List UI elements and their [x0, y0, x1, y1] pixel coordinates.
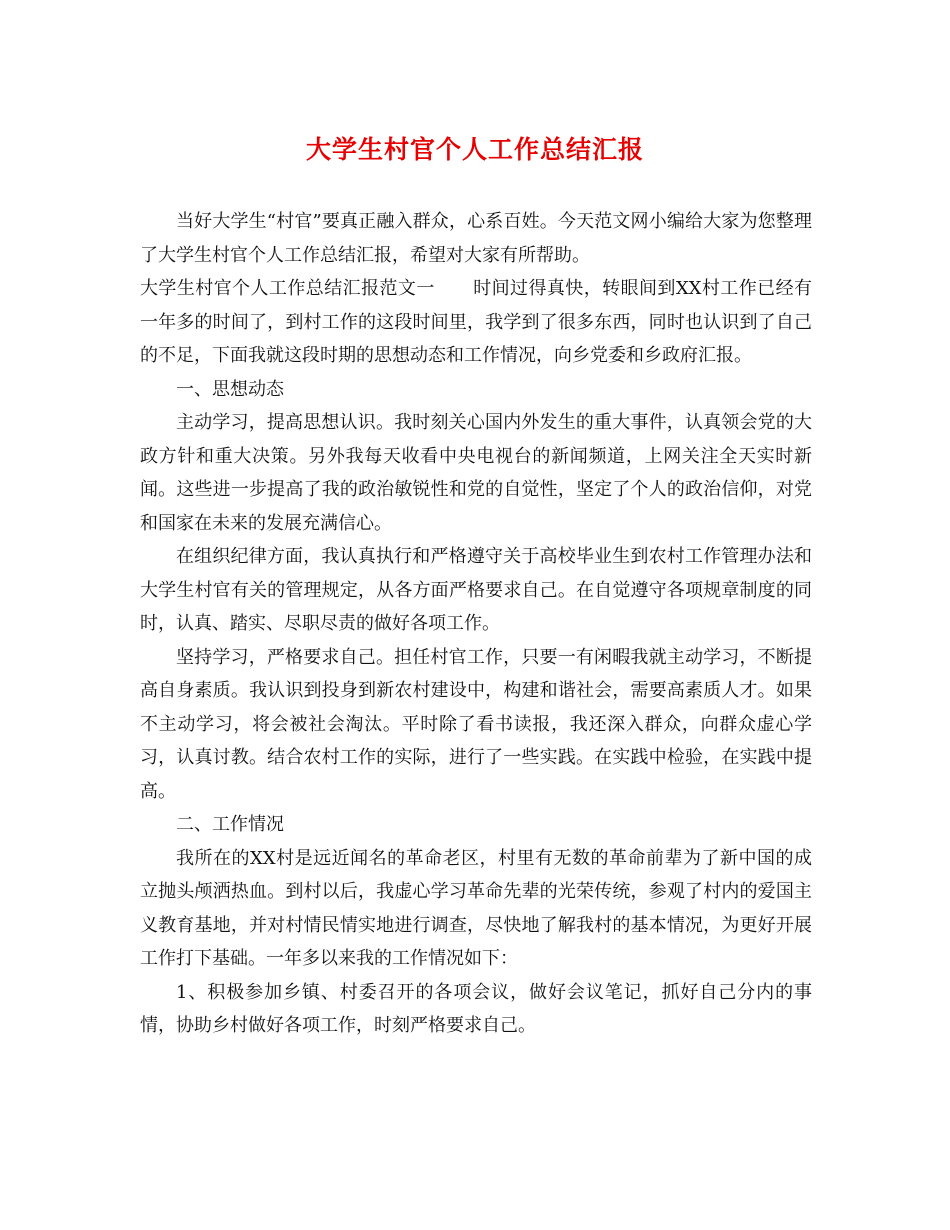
paragraph-discipline: 在组织纪律方面，我认真执行和严格遵守关于高校毕业生到农村工作管理办法和大学生村官有关的管理规定，从各方面严格要求自己。在自觉遵守各项规章制度的同时，认真、踏实、尽职尽责的做好各项工作。 — [140, 546, 812, 634]
document-title: 大学生村官个人工作总结汇报 — [305, 135, 644, 164]
sample-heading: 大学生村官个人工作总结汇报范文一 — [140, 278, 435, 299]
paragraph-item-1: 1、积极参加乡镇、村委召开的各项会议，做好会议笔记，抓好自己分内的事情，协助乡村做好各项工作，时刻严格要求自己。 — [140, 981, 812, 1036]
paragraph-village: 我所在的XX村是远近闻名的革命老区，村里有无数的革命前辈为了新中国的成立抛头颅洒热血。到村以后，我虚心学习革命先辈的光荣传统，参观了村内的爱国主义教育基地，并对村情民情实地进行调查，尽快地了解我村的基本情况，为更好开展工作打下基础。一年多以来我的工作情况如下： — [140, 847, 812, 969]
sample-paragraph — [140, 272, 812, 373]
section-heading-work: 二、工作情况 — [176, 814, 284, 835]
paragraph-learning: 坚持学习，严格要求自己。担任村官工作，只要一有闲暇我就主动学习，不断提高自身素质。我认识到投身到新农村建设中，构建和谐社会，需要高素质人才。如果不主动学习，将会被社会淘汰。平时除了看书读报，我还深入群众，向群众虚心学习，认真讨教。结合农村工作的实际，进行了一些实践。在实践中检验，在实践中提高。 — [140, 646, 812, 802]
intro-paragraph: 当好大学生“村官”要真正融入群众，心系百姓。今天范文网小编给大家为您整理了大学生村官个人工作总结汇报，希望对大家有所帮助。 — [140, 211, 812, 266]
section-heading-thought: 一、思想动态 — [176, 378, 284, 400]
document-body — [140, 205, 812, 1043]
paragraph-study: 主动学习，提高思想认识。我时刻关心国内外发生的重大事件，认真领会党的大政方针和重大决策。另外我每天收看中央电视台的新闻频道，上网关注全天实时新闻。这些进一步提高了我的政治敏锐性和党的自觉性，坚定了个人的政治信仰，对党和国家在未来的发展充满信心。 — [140, 412, 812, 534]
sample-paragraph-text: 时间过得真快，转眼间到XX村工作已经有一年多的时间了，到村工作的这段时间里，我学到了很多东西，同时也认识到了自己的不足，下面我就这段时期的思想动态和工作情况，向乡党委和乡政府汇报。 — [140, 278, 812, 366]
